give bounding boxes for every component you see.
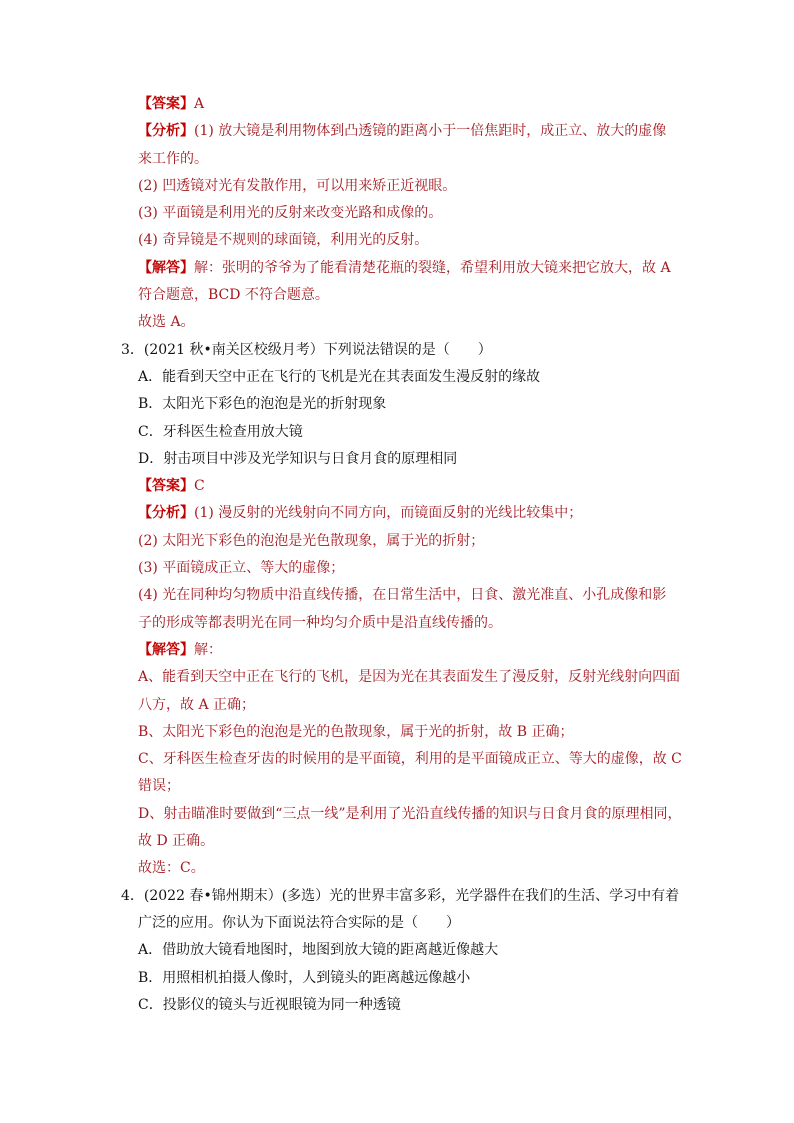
q3-solution-line — [138, 641, 222, 659]
solution-head: 解： — [194, 642, 222, 658]
q3-stem: 3．(2021 秋•南关区校级月考）下列说法错误的是（ ） — [121, 342, 492, 358]
q3-sol-d: D、射击瞄准时要做到“三点一线”是利用了光沿直线传播的知识与日食月食的原理相同， — [138, 806, 682, 822]
q3-option-a: A．能看到天空中正在飞行的飞机是光在其表面发生漫反射的缘故 — [138, 369, 541, 385]
q3-analysis-4: (4) 光在同种均匀物质中沿直线传播，在日常生活中，日食、激光准直、小孔成像和影 — [138, 587, 667, 603]
q3-sol-c-cont: 错误； — [138, 778, 180, 794]
q2-analysis-4: (4) 奇异镜是不规则的球面镜，利用光的反射。 — [138, 232, 429, 248]
q2-analysis-line — [138, 122, 666, 140]
q3-sol-a-cont: 八方，故 A 正确； — [138, 697, 256, 713]
q4-stem-cont: 广泛的应用。你认为下面说法符合实际的是（ ） — [138, 915, 460, 931]
analysis-tag: 【分析】 — [138, 123, 194, 139]
q3-analysis-4-cont: 子的形成等都表明光在同一种均匀介质中是沿直线传播的。 — [138, 615, 502, 631]
q3-option-c: C．牙科医生检查用放大镜 — [138, 424, 303, 440]
q3-sol-d-cont: 故 D 正确。 — [138, 833, 215, 849]
q2-analysis-2: (2) 凹透镜对光有发散作用，可以用来矫正近视眼。 — [138, 178, 457, 194]
q4-option-a: A．借助放大镜看地图时，地图到放大镜的距离越近像越大 — [138, 942, 499, 958]
answer-value: C — [194, 478, 205, 494]
q4-option-c: C．投影仪的镜头与近视眼镜为同一种透镜 — [138, 997, 401, 1013]
q3-option-b: B．太阳光下彩色的泡泡是光的折射现象 — [138, 396, 387, 412]
answer-tag: 【答案】 — [138, 96, 194, 112]
q3-analysis-2: (2) 太阳光下彩色的泡泡是光色散现象，属于光的折射； — [138, 533, 485, 549]
q3-sol-c: C、牙科医生检查牙齿的时候用的是平面镜，利用的是平面镜成正立、等大的虚像，故 C — [138, 751, 682, 767]
analysis-text: (1) 放大镜是利用物体到凸透镜的距离小于一倍焦距时，成正立、放大的虚像 — [194, 123, 667, 139]
q3-answer-line — [138, 477, 205, 495]
q2-solution-cont: 符合题意，BCD 不符合题意。 — [138, 287, 329, 303]
q3-sol-b: B、太阳光下彩色的泡泡是光的色散现象，属于光的折射，故 B 正确； — [138, 724, 574, 740]
q2-choice: 故选 A。 — [138, 314, 195, 330]
q2-analysis-3: (3) 平面镜是利用光的反射来改变光路和成像的。 — [138, 205, 443, 221]
q4-stem: 4．(2022 春•锦州期末）(多选）光的世界丰富多彩，光学器件在我们的生活、学习中有着 — [121, 888, 680, 904]
analysis-tag: 【分析】 — [138, 505, 194, 521]
solution-text: 解：张明的爷爷为了能看清楚花瓶的裂缝，希望利用放大镜来把它放大，故 A — [194, 260, 671, 276]
q3-sol-a: A、能看到天空中正在飞行的飞机，是因为光在其表面发生了漫反射，反射光线射向四面 — [138, 669, 681, 685]
q2-analysis-cont: 来工作的。 — [138, 151, 208, 167]
solution-tag: 【解答】 — [138, 642, 194, 658]
q3-choice: 故选：C。 — [138, 860, 205, 876]
solution-tag: 【解答】 — [138, 260, 194, 276]
q2-answer-line — [138, 95, 204, 113]
q2-solution-line — [138, 259, 671, 277]
q4-option-b: B．用照相机拍摄人像时，人到镜头的距离越远像越小 — [138, 970, 471, 986]
answer-tag: 【答案】 — [138, 478, 194, 494]
analysis-text: (1) 漫反射的光线射向不同方向，而镜面反射的光线比较集中； — [194, 505, 583, 521]
q3-analysis-line — [138, 504, 582, 522]
answer-value: A — [194, 96, 205, 112]
q3-analysis-3: (3) 平面镜成正立、等大的虚像； — [138, 560, 345, 576]
q3-option-d: D．射击项目中涉及光学知识与日食月食的原理相同 — [138, 451, 458, 467]
